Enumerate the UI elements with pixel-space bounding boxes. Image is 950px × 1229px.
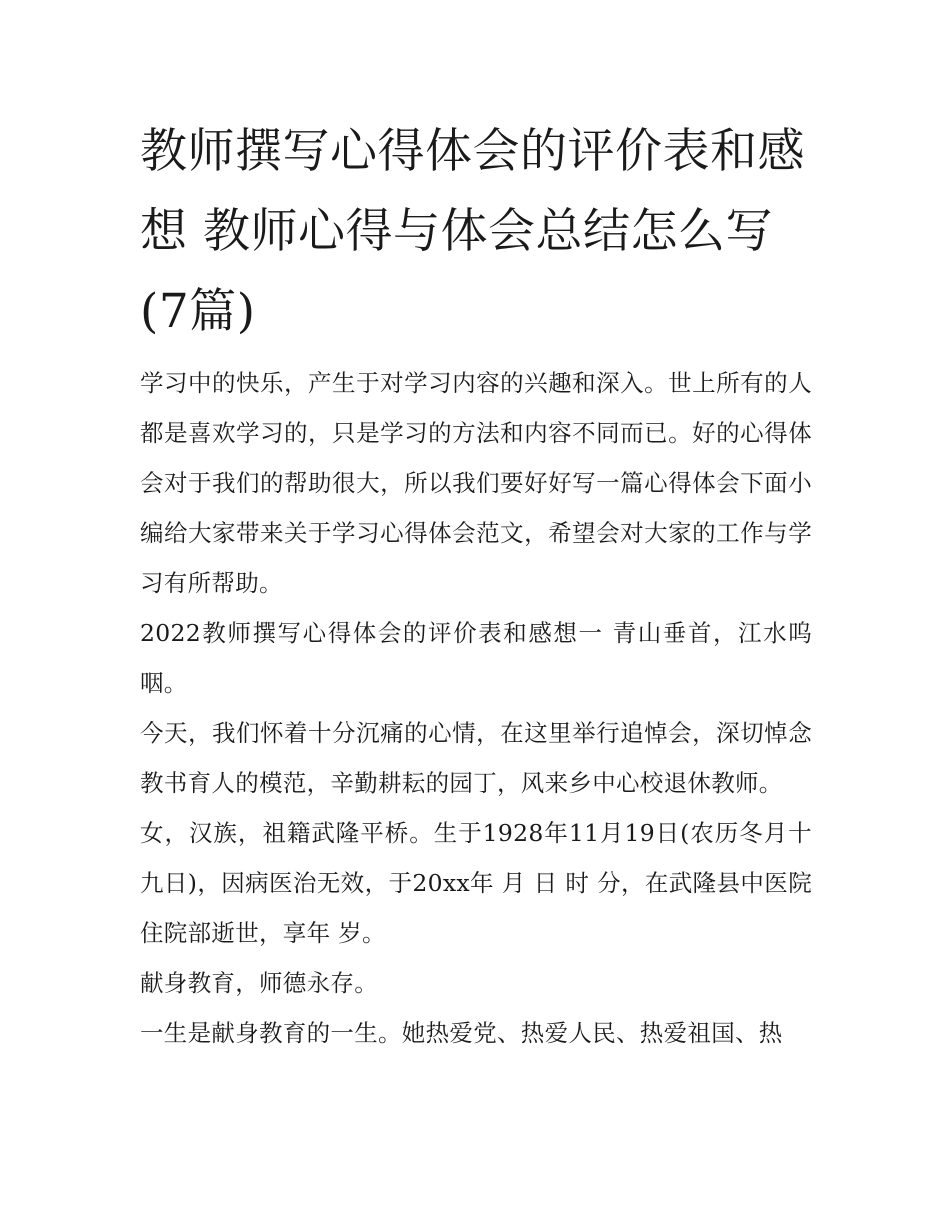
body-paragraph: 献身教育，师德永存。 [140,969,378,997]
body-paragraph: 今天，我们怀着十分沉痛的心情，在这里举行追悼会，深切悼念教书育人的模范，辛勤耕耘的园丁，风来乡中心校退休教师。 [140,719,812,797]
intro-paragraph: 学习中的快乐，产生于对学习内容的兴趣和深入。世上所有的人都是喜欢学习的，只是学习的方法和内容不同而已。好的心得体会对于我们的帮助很大，所以我们要好好写一篇心得体会下面小编给大家带来关于学习心得体会范文，希望会对大家的工作与学习有所帮助。 [140,369,812,597]
body-paragraph: 一生是献身教育的一生。她热爱党、热爱人民、热爱祖国、热 [140,1019,783,1047]
document-page [140,112,812,1058]
document-title: 教师撰写心得体会的评价表和感想 教师心得与体会总结怎么写(7篇) [140,124,805,339]
section-heading-paragraph: 2022教师撰写心得体会的评价表和感想一 青山垂首，江水呜咽。 [140,619,812,697]
body-paragraph: 女，汉族，祖籍武隆平桥。生于1928年11月19日(农历冬月十九日)，因病医治无效，于20xx年 月 日 时 分，在武隆县中医院住院部逝世，享年 岁。 [140,819,812,947]
